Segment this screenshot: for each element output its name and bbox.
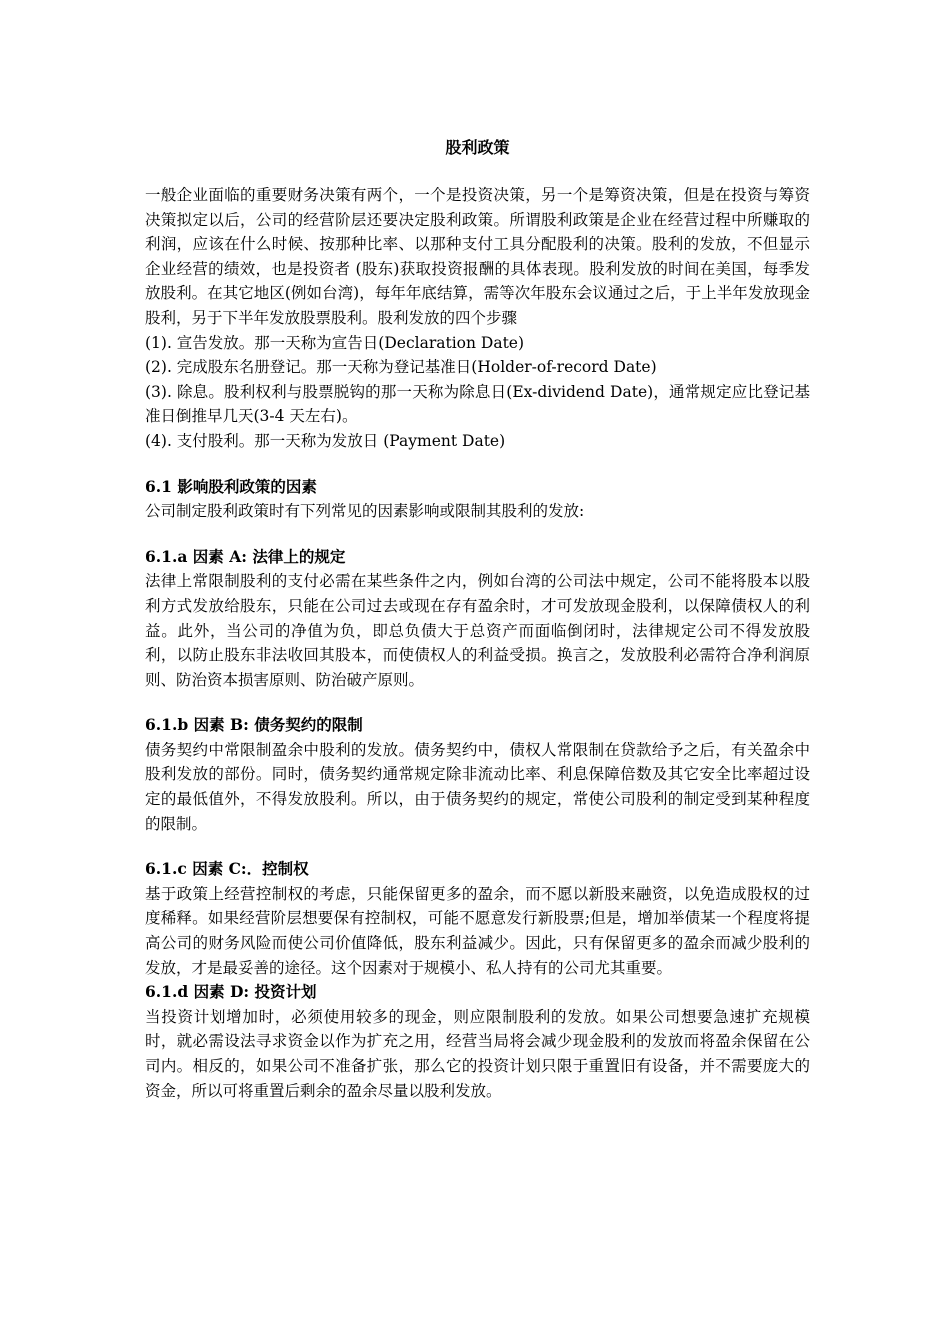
section-6-1-text: 公司制定股利政策时有下列常见的因素影响或限制其股利的发放: [145,502,585,521]
factor-a-text: 法律上常限制股利的支付必需在某些条件之内，例如台湾的公司法中规定，公司不能将股本以股利方式发放给股东，只能在公司过去或现在存有盈余时，才可发放现金股利，以保障债权人的利益。此外，当公司的净值为负，即总负债大于总资产而面临倒闭时，法律规定公司不得发放股利，以防止股东非法收回其股本，而使债权人的利益受损。换言之，发放股利必需符合净利润原则、防治资本损害原则、防治破产原则。 [145,572,810,689]
spacer [145,692,810,713]
document-page [145,135,810,1103]
spacer [145,454,810,475]
section-6-1-heading: 6.1 影响股利政策的因素 [145,476,317,496]
factor-c-heading: 6.1.c 因素 C:．控制权 [145,859,309,879]
step-1: (1). 宣告发放。那一天称为宣告日(Declaration Date) [145,333,525,352]
factor-b-text: 债务契约中常限制盈余中股利的发放。债务契约中，债权人常限制在贷款给予之后，有关盈余中股利发放的部份。同时，债务契约通常规定除非流动比率、利息保障倍数及其它安全比率超过设定的最低值外，不得发放股利。所以，由于债务契约的规定，常使公司股利的制定受到某种程度的限制。 [145,740,810,833]
factor-c-text: 基于政策上经营控制权的考虑，只能保留更多的盈余，而不愿以新股来融资，以免造成股权的过度稀释。如果经营阶层想要保有控制权，可能不愿意发行新股票;但是，增加举债某一个程度将提高公司的财务风险而使公司价值降低，股东利益减少。因此，只有保留更多的盈余而减少股利的发放，才是最妥善的途径。这个因素对于规模小、私人持有的公司尤其重要。 [145,884,810,977]
factor-d-heading: 6.1.d 因素 D: 投资计划 [145,982,317,1002]
spacer [145,836,810,857]
factor-d-text: 当投资计划增加时，必须使用较多的现金，则应限制股利的发放。如果公司想要急速扩充规模时，就必需设法寻求资金以作为扩充之用，经营当局将会减少现金股利的发放而将盈余保留在公司内。相反的，如果公司不准备扩张，那么它的投资计划只限于重置旧有设备，并不需要庞大的资金，所以可将重置后剩余的盈余尽量以股利发放。 [145,1007,810,1100]
step-4: (4). 支付股利。那一天称为发放日 (Payment Date) [145,431,506,450]
spacer [145,524,810,545]
factor-a-heading: 6.1.a 因素 A: 法律上的规定 [145,546,346,566]
step-2: (2). 完成股东名册登记。那一天称为登记基准日(Holder-of-record Date) [145,358,657,377]
step-3: (3). 除息。股利权利与股票脱钩的那一天称为除息日(Ex-dividend Date)，通常规定应比登记基准日倒推早几天(3-4 天左右)。 [145,382,810,426]
document-title: 股利政策 [445,138,510,157]
intro-paragraph: 一般企业面临的重要财务决策有两个，一个是投资决策，另一个是筹资决策，但是在投资与筹资决策拟定以后，公司的经营阶层还要决定股利政策。所谓股利政策是企业在经营过程中所赚取的利润，应该在什么时候、按那种比率、以那种支付工具分配股利的决策。股利的发放，不但显示企业经营的绩效，也是投资者 (股东)获取投资报酬的具体表现。股利发放的时间在美国，每季发放股利。在其它地区(例如台湾)，每年年底结算，需等次年股东会议通过之后，于上半年发放现金股利，另于下半年发放股票股利。股利发放的四个步骤 [145,186,810,327]
factor-b-heading: 6.1.b 因素 B: 债务契约的限制 [145,715,363,735]
